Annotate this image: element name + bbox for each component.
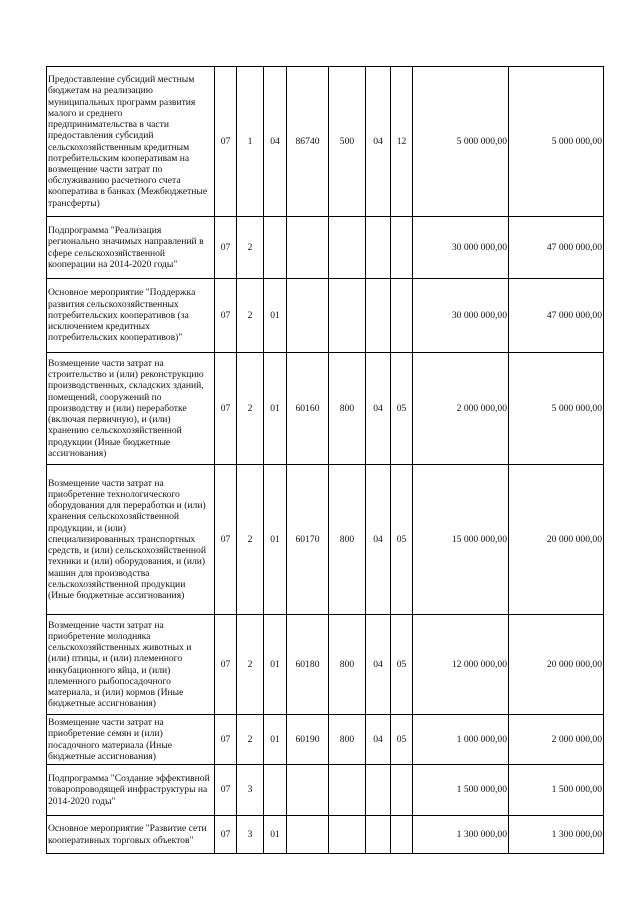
item-name: Основное мероприятие "Поддержка развития сельскохозяйственных потребительских кооперативов (за исключением кредитных потребительских кооперативов)" xyxy=(47,279,215,353)
code-cell: 07 xyxy=(215,67,237,217)
code-cell xyxy=(329,279,366,353)
code-cell: 01 xyxy=(264,353,287,465)
code-cell xyxy=(329,765,366,816)
code-cell xyxy=(366,765,391,816)
amount-cell: 1 300 000,00 xyxy=(413,816,509,854)
item-name: Подпрограмма "Создание эффективной товаропроводящей инфраструктуры на 2014-2020 годы" xyxy=(47,765,215,816)
table-row xyxy=(47,816,604,854)
table-row xyxy=(47,353,604,465)
amount-cell: 12 000 000,00 xyxy=(413,615,509,715)
amount-cell: 5 000 000,00 xyxy=(509,67,604,217)
budget-table xyxy=(46,66,604,854)
code-cell xyxy=(287,279,329,353)
code-cell: 1 xyxy=(237,67,264,217)
code-cell: 60170 xyxy=(287,465,329,615)
code-cell: 800 xyxy=(329,465,366,615)
code-cell: 07 xyxy=(215,279,237,353)
code-cell xyxy=(264,217,287,279)
code-cell: 2 xyxy=(237,217,264,279)
code-cell: 04 xyxy=(366,615,391,715)
amount-cell: 15 000 000,00 xyxy=(413,465,509,615)
code-cell: 01 xyxy=(264,465,287,615)
code-cell: 07 xyxy=(215,715,237,765)
code-cell xyxy=(287,765,329,816)
code-cell xyxy=(287,816,329,854)
code-cell: 01 xyxy=(264,715,287,765)
code-cell: 2 xyxy=(237,715,264,765)
code-cell xyxy=(366,279,391,353)
code-cell: 60190 xyxy=(287,715,329,765)
code-cell: 60160 xyxy=(287,353,329,465)
code-cell: 04 xyxy=(366,67,391,217)
code-cell: 2 xyxy=(237,353,264,465)
table-row xyxy=(47,715,604,765)
code-cell xyxy=(391,816,413,854)
table-row xyxy=(47,765,604,816)
item-name: Возмещение части затрат на строительство и (или) реконструкцию производственных, складских зданий, помещений, сооружений по производству и (или) переработке (включая первичную), и (или) хранению сельскохозяйственной продукции (Иные бюджетные ассигнования) xyxy=(47,353,215,465)
item-name: Возмещение части затрат на приобретение технологического оборудования для переработки и (или) хранения сельскохозяйственной продукции, и (или) специализированных транспортных средств, и (или) сельскохозяйственной техники и (или) оборудования, и (или) машин для производства сельскохозяйственной продукции (Иные бюджетные ассигнования) xyxy=(47,465,215,615)
amount-cell: 30 000 000,00 xyxy=(413,279,509,353)
amount-cell: 47 000 000,00 xyxy=(509,217,604,279)
table-row xyxy=(47,615,604,715)
code-cell: 800 xyxy=(329,615,366,715)
code-cell xyxy=(329,816,366,854)
code-cell: 07 xyxy=(215,353,237,465)
code-cell xyxy=(391,217,413,279)
code-cell: 2 xyxy=(237,615,264,715)
amount-cell: 1 500 000,00 xyxy=(413,765,509,816)
code-cell: 60180 xyxy=(287,615,329,715)
amount-cell: 2 000 000,00 xyxy=(509,715,604,765)
code-cell: 800 xyxy=(329,353,366,465)
code-cell: 05 xyxy=(391,465,413,615)
table-row xyxy=(47,279,604,353)
code-cell: 800 xyxy=(329,715,366,765)
table-row xyxy=(47,465,604,615)
code-cell: 04 xyxy=(366,353,391,465)
amount-cell: 2 000 000,00 xyxy=(413,353,509,465)
table-row xyxy=(47,217,604,279)
code-cell: 500 xyxy=(329,67,366,217)
code-cell xyxy=(264,765,287,816)
item-name: Подпрограмма "Реализация регионально значимых направлений в сфере сельскохозяйственной кооперации на 2014-2020 годы" xyxy=(47,217,215,279)
code-cell: 01 xyxy=(264,816,287,854)
code-cell: 05 xyxy=(391,715,413,765)
table-body xyxy=(47,67,604,854)
amount-cell: 5 000 000,00 xyxy=(509,353,604,465)
code-cell: 07 xyxy=(215,765,237,816)
code-cell xyxy=(287,217,329,279)
code-cell: 04 xyxy=(366,715,391,765)
code-cell xyxy=(329,217,366,279)
amount-cell: 20 000 000,00 xyxy=(509,465,604,615)
code-cell: 07 xyxy=(215,465,237,615)
document-page xyxy=(46,66,603,854)
code-cell: 86740 xyxy=(287,67,329,217)
code-cell: 07 xyxy=(215,816,237,854)
amount-cell: 5 000 000,00 xyxy=(413,67,509,217)
item-name: Основное мероприятие "Развитие сети кооперативных торговых объектов" xyxy=(47,816,215,854)
code-cell: 04 xyxy=(366,465,391,615)
item-name: Возмещение части затрат на приобретение семян и (или) посадочного материала (Иные бюджетные ассигнования) xyxy=(47,715,215,765)
code-cell: 3 xyxy=(237,816,264,854)
code-cell: 01 xyxy=(264,615,287,715)
code-cell: 05 xyxy=(391,353,413,465)
code-cell: 01 xyxy=(264,279,287,353)
code-cell xyxy=(391,765,413,816)
code-cell: 3 xyxy=(237,765,264,816)
amount-cell: 47 000 000,00 xyxy=(509,279,604,353)
code-cell: 04 xyxy=(264,67,287,217)
code-cell: 12 xyxy=(391,67,413,217)
amount-cell: 30 000 000,00 xyxy=(413,217,509,279)
code-cell xyxy=(391,279,413,353)
amount-cell: 20 000 000,00 xyxy=(509,615,604,715)
table-row xyxy=(47,67,604,217)
code-cell xyxy=(366,816,391,854)
amount-cell: 1 300 000,00 xyxy=(509,816,604,854)
code-cell: 2 xyxy=(237,279,264,353)
code-cell: 2 xyxy=(237,465,264,615)
amount-cell: 1 500 000,00 xyxy=(509,765,604,816)
code-cell: 05 xyxy=(391,615,413,715)
code-cell xyxy=(366,217,391,279)
code-cell: 07 xyxy=(215,615,237,715)
amount-cell: 1 000 000,00 xyxy=(413,715,509,765)
code-cell: 07 xyxy=(215,217,237,279)
item-name: Возмещение части затрат на приобретение молодняка сельскохозяйственных животных и (или) птицы, и (или) племенного инкубационного яйца, и (или) племенного рыбопосадочного материала, и (или) кормов (Иные бюджетные ассигнования) xyxy=(47,615,215,715)
item-name: Предоставление субсидий местным бюджетам на реализацию муниципальных программ развития малого и среднего предпринимательства в части предоставления субсидий сельскохозяйственным кредитным потребительским кооперативам на возмещение части затрат по обслуживанию расчетного счета кооператива в банках (Межбюджетные трансферты) xyxy=(47,67,215,217)
